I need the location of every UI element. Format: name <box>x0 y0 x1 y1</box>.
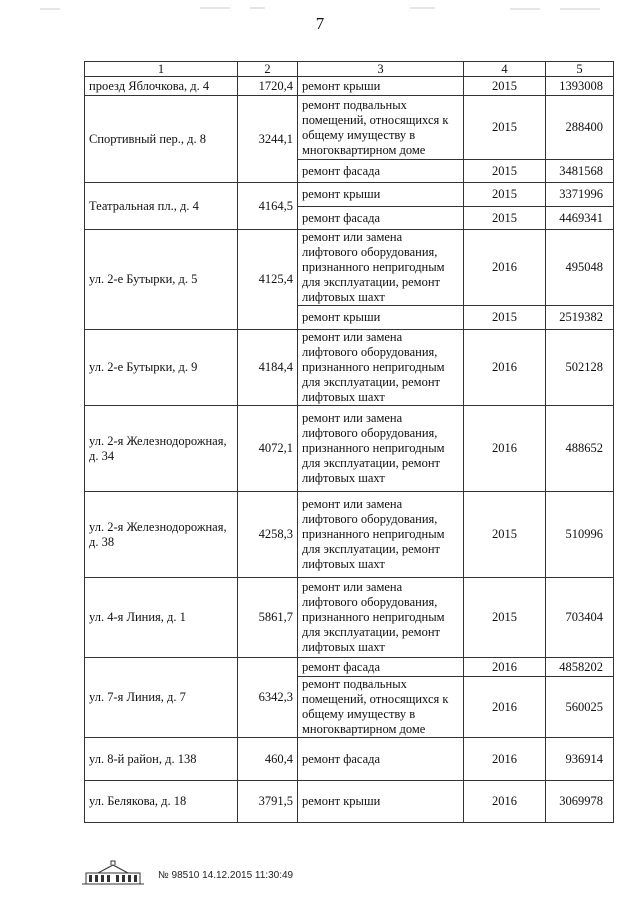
area-cell: 4125,4 <box>238 230 298 330</box>
table-row <box>85 230 614 306</box>
table-row <box>85 330 614 406</box>
table-row <box>85 578 614 658</box>
address-cell: ул. 7-я Линия, д. 7 <box>85 658 238 738</box>
repair-schedule-table <box>84 61 614 823</box>
cost-cell: 4469341 <box>546 207 614 230</box>
area-cell: 5861,7 <box>238 578 298 658</box>
address-cell: ул. 2-е Бутырки, д. 9 <box>85 330 238 406</box>
table-row <box>85 738 614 781</box>
table-row <box>85 781 614 823</box>
work-type-cell: ремонт фасада <box>298 160 464 183</box>
address-cell: ул. 2-я Железнодорожная, д. 38 <box>85 492 238 578</box>
year-cell: 2016 <box>464 330 546 406</box>
area-cell: 6342,3 <box>238 658 298 738</box>
year-cell: 2015 <box>464 207 546 230</box>
table-row <box>85 492 614 578</box>
year-cell: 2016 <box>464 677 546 738</box>
column-header: 2 <box>238 62 298 77</box>
document-footer <box>78 858 378 888</box>
area-cell: 4164,5 <box>238 183 298 230</box>
year-cell: 2015 <box>464 183 546 207</box>
cost-cell: 1393008 <box>546 77 614 96</box>
cost-cell: 560025 <box>546 677 614 738</box>
table-row <box>85 406 614 492</box>
address-cell: ул. 4-я Линия, д. 1 <box>85 578 238 658</box>
address-cell: Театральная пл., д. 4 <box>85 183 238 230</box>
cost-cell: 502128 <box>546 330 614 406</box>
cost-cell: 288400 <box>546 96 614 160</box>
area-cell: 4072,1 <box>238 406 298 492</box>
cost-cell: 495048 <box>546 230 614 306</box>
year-cell: 2016 <box>464 230 546 306</box>
cost-cell: 936914 <box>546 738 614 781</box>
work-type-cell: ремонт крыши <box>298 781 464 823</box>
area-cell: 4258,3 <box>238 492 298 578</box>
cost-cell: 488652 <box>546 406 614 492</box>
work-type-cell: ремонт фасада <box>298 207 464 230</box>
work-type-cell: ремонт или замена лифтового оборудования, признанного непригодным для эксплуатации, ремонт лифтовых шахт <box>298 230 464 306</box>
column-header: 3 <box>298 62 464 77</box>
work-type-cell: ремонт подвальных помещений, относящихся к общему имуществу в многоквартирном доме <box>298 96 464 160</box>
year-cell: 2016 <box>464 406 546 492</box>
year-cell: 2015 <box>464 492 546 578</box>
work-type-cell: ремонт фасада <box>298 738 464 781</box>
column-header: 4 <box>464 62 546 77</box>
table-row <box>85 658 614 677</box>
page-number: 7 <box>315 14 325 33</box>
cost-cell: 2519382 <box>546 306 614 330</box>
area-cell: 1720,4 <box>238 77 298 96</box>
address-cell: ул. 2-я Железнодорожная, д. 34 <box>85 406 238 492</box>
year-cell: 2015 <box>464 160 546 183</box>
year-cell: 2015 <box>464 77 546 96</box>
area-cell: 3244,1 <box>238 96 298 183</box>
cost-cell: 4858202 <box>546 658 614 677</box>
cost-cell: 3069978 <box>546 781 614 823</box>
table-header-row <box>85 62 614 77</box>
address-cell: Спортивный пер., д. 8 <box>85 96 238 183</box>
scan-artifacts <box>0 0 640 10</box>
year-cell: 2016 <box>464 658 546 677</box>
area-cell: 460,4 <box>238 738 298 781</box>
table-row <box>85 77 614 96</box>
work-type-cell: ремонт или замена лифтового оборудования, признанного непригодным для эксплуатации, ремонт лифтовых шахт <box>298 406 464 492</box>
document-registration-number: № 98510 14.12.2015 11:30:49 <box>158 870 294 881</box>
year-cell: 2015 <box>464 578 546 658</box>
work-type-cell: ремонт подвальных помещений, относящихся к общему имуществу в многоквартирном доме <box>298 677 464 738</box>
work-type-cell: ремонт фасада <box>298 658 464 677</box>
year-cell: 2016 <box>464 781 546 823</box>
building-stamp-icon <box>78 858 148 886</box>
column-header: 5 <box>546 62 614 77</box>
work-type-cell: ремонт или замена лифтового оборудования, признанного непригодным для эксплуатации, ремонт лифтовых шахт <box>298 492 464 578</box>
work-type-cell: ремонт или замена лифтового оборудования, признанного непригодным для эксплуатации, ремонт лифтовых шахт <box>298 578 464 658</box>
table-row <box>85 96 614 160</box>
address-cell: ул. 2-е Бутырки, д. 5 <box>85 230 238 330</box>
work-type-cell: ремонт крыши <box>298 183 464 207</box>
address-cell: проезд Яблочкова, д. 4 <box>85 77 238 96</box>
work-type-cell: ремонт крыши <box>298 77 464 96</box>
table-row <box>85 183 614 207</box>
address-cell: ул. 8-й район, д. 138 <box>85 738 238 781</box>
year-cell: 2015 <box>464 96 546 160</box>
area-cell: 3791,5 <box>238 781 298 823</box>
year-cell: 2015 <box>464 306 546 330</box>
area-cell: 4184,4 <box>238 330 298 406</box>
cost-cell: 3371996 <box>546 183 614 207</box>
work-type-cell: ремонт или замена лифтового оборудования, признанного непригодным для эксплуатации, ремонт лифтовых шахт <box>298 330 464 406</box>
work-type-cell: ремонт крыши <box>298 306 464 330</box>
column-header: 1 <box>85 62 238 77</box>
address-cell: ул. Белякова, д. 18 <box>85 781 238 823</box>
cost-cell: 703404 <box>546 578 614 658</box>
cost-cell: 510996 <box>546 492 614 578</box>
year-cell: 2016 <box>464 738 546 781</box>
cost-cell: 3481568 <box>546 160 614 183</box>
